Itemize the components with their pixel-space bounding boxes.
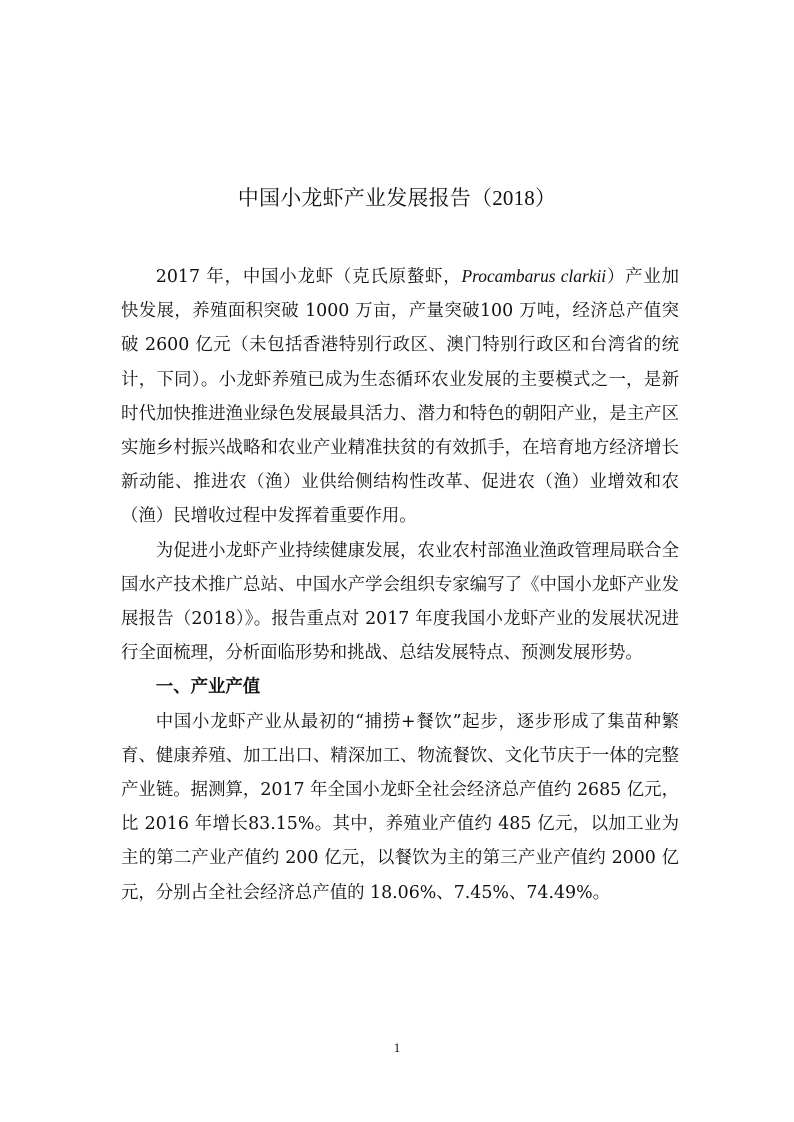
paragraph-intro-part2: ）产业加快发展，养殖面积突破 1000 万亩，产量突破100 万吨，经济总产值突破 2600 亿元（未包括香港特别行政区、澳门特别行政区和台湾省的统计，下同）。小龙虾养殖已成为生态循环农业发展的主要模式之一，是新时代加快推进渔业绿色发展最具活力、潜力和特色的朝阳产业，是主产区实施乡村振兴战略和农业产业精准扶贫的有效抓手，在培育地方经济增长新动能、推进农（渔）业供给侧结构性改革、促进农（渔）业增效和农（渔）民增收过程中发挥着重要作用。 bbox=[121, 267, 679, 527]
paragraph-industry-output: 中国小龙虾产业从最初的“捕捞+餐饮”起步，逐步形成了集苗种繁育、健康养殖、加工出口、精深加工、物流餐饮、文化节庆于一体的完整产业链。据测算，2017 年全国小龙虾全社会经济总产值约 2685 亿元，比 2016 年增长83.15%。其中，养殖业产值约 485 亿元，以加工业为主的第二产业产值约 200 亿元，以餐饮为主的第三产业产值约 2000 亿元，分别占全社会经济总产值的 18.06%、7.45%、74.49%。 bbox=[121, 711, 679, 903]
document-body bbox=[121, 259, 679, 910]
page-number: 1 bbox=[393, 1040, 401, 1055]
paragraph-intro-part1: 2017 年，中国小龙虾（克氏原螯虾， bbox=[155, 267, 462, 287]
species-name: Procambarus clarkii bbox=[461, 266, 607, 286]
paragraph-intro bbox=[121, 259, 679, 534]
title-main: 中国小龙虾产业发展报告 bbox=[237, 186, 471, 210]
section-heading-industry-output: 一、产业产值 bbox=[155, 677, 261, 698]
document-title bbox=[0, 183, 794, 213]
paragraph-purpose: 为促进小龙虾产业持续健康发展，农业农村部渔业渔政管理局联合全国水产技术推广总站、中国水产学会组织专家编写了《中国小龙虾产业发展报告（2018）》。报告重点对 2017 年度我国小龙虾产业的发展状况进行全面梳理，分析面临形势和挑战、总结发展特点、预测发展形势。 bbox=[121, 540, 679, 664]
title-year: （2018） bbox=[471, 186, 557, 210]
